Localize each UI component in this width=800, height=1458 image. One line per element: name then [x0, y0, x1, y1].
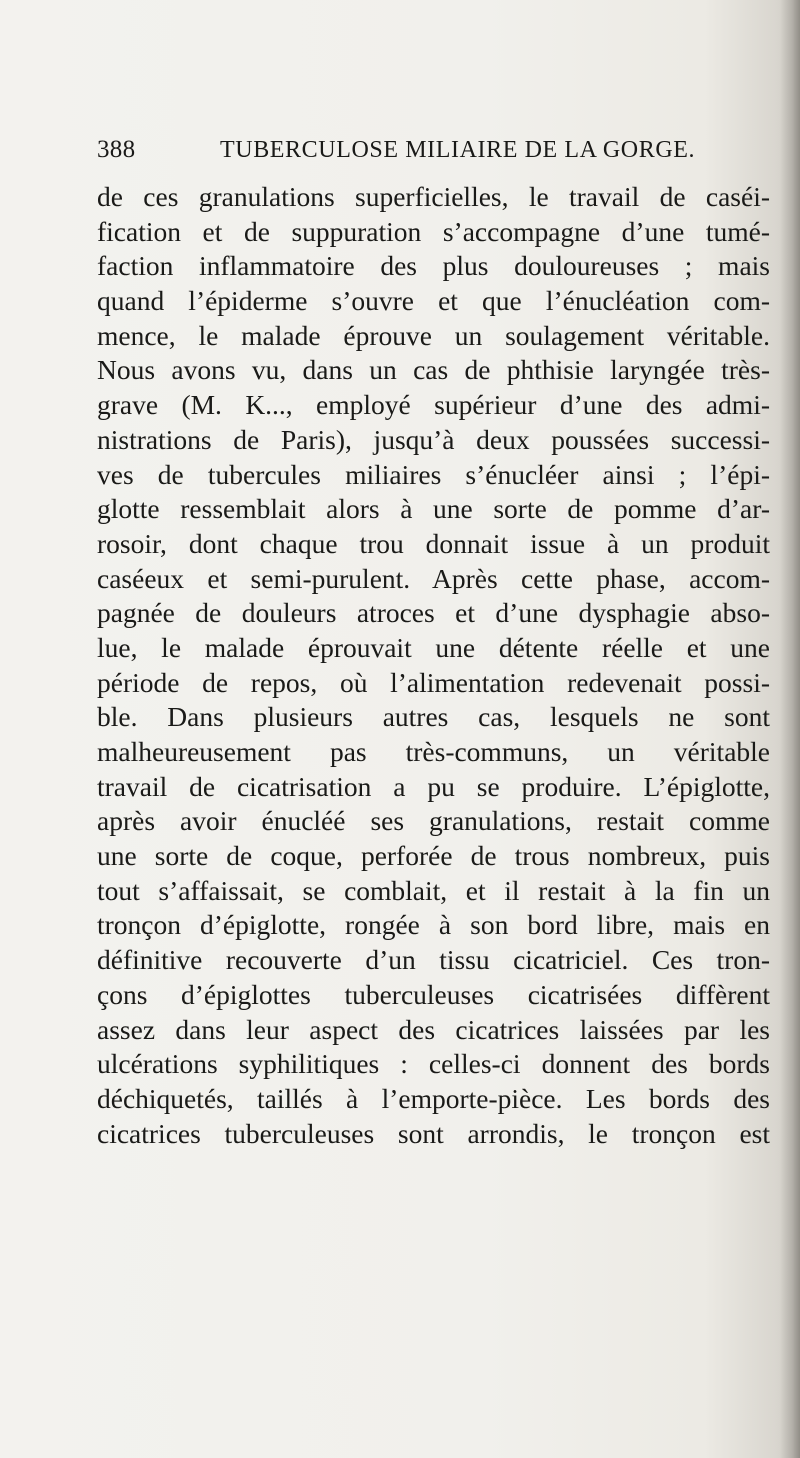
- text-line: fication et de suppuration s’accompagne d’une tumé-: [97, 215, 770, 247]
- text-line: lue, le malade éprouvait une détente réelle et une: [97, 631, 770, 663]
- text-line: caséeux et semi-purulent. Après cette phase, accom-: [97, 562, 770, 594]
- text-line: ves de tubercules miliaires s’énucléer ainsi ; l’épi-: [97, 458, 770, 490]
- page-number: 388: [97, 136, 136, 163]
- text-line: ble. Dans plusieurs autres cas, lesquels ne sont: [97, 701, 770, 733]
- text-line: travail de cicatrisation a pu se produire. L’épiglotte,: [97, 770, 770, 802]
- body-text: [97, 180, 770, 1151]
- text-line: déchiquetés, taillés à l’emporte-pièce. Les bords des: [97, 1082, 770, 1114]
- text-line: de ces granulations superficielles, le travail de caséi-: [97, 181, 770, 212]
- text-line: grave (M. K..., employé supérieur d’une des admi-: [97, 389, 770, 421]
- text-line: malheureusement pas très-communs, un véritable: [97, 736, 770, 767]
- text-line: pagnée de douleurs atroces et d’une dysphagie abso-: [97, 597, 770, 629]
- text-line: faction inflammatoire des plus douloureuses ; mais: [97, 250, 770, 282]
- text-line: après avoir énucléé ses granulations, restait comme: [97, 805, 770, 837]
- text-line: çons d’épiglottes tuberculeuses cicatrisées diffèrent: [97, 978, 770, 1010]
- text-line: mence, le malade éprouve un soulagement véritable.: [97, 319, 770, 351]
- text-line: rosoir, dont chaque trou donnait issue à un produit: [97, 527, 770, 559]
- text-line: tout s’affaissait, se comblait, et il restait à la fin un: [97, 874, 770, 906]
- running-head: [97, 132, 737, 168]
- text-line: tronçon d’épiglotte, rongée à son bord libre, mais en: [97, 909, 770, 941]
- running-title: TUBERCULOSE MILIAIRE DE LA GORGE.: [220, 137, 696, 163]
- text-line: nistrations de Paris), jusqu’à deux poussées successi-: [97, 423, 770, 455]
- text-line: glotte ressemblait alors à une sorte de pomme d’ar-: [97, 493, 770, 525]
- text-line: assez dans leur aspect des cicatrices laissées par les: [97, 1013, 770, 1045]
- text-line: définitive recouverte d’un tissu cicatriciel. Ces tron-: [97, 944, 770, 976]
- text-line: période de repos, où l’alimentation redevenait possi-: [97, 666, 770, 698]
- text-line: cicatrices tuberculeuses sont arrondis, le tronçon est: [97, 1117, 770, 1149]
- text-line: ulcérations syphilitiques : celles-ci donnent des bords: [97, 1048, 770, 1080]
- text-line: une sorte de coque, perforée de trous nombreux, puis: [97, 840, 770, 872]
- page-edge-shadow: [780, 0, 800, 1458]
- text-line: quand l’épiderme s’ouvre et que l’énucléation com-: [97, 285, 770, 317]
- text-line: Nous avons vu, dans un cas de phthisie laryngée très-: [97, 354, 770, 386]
